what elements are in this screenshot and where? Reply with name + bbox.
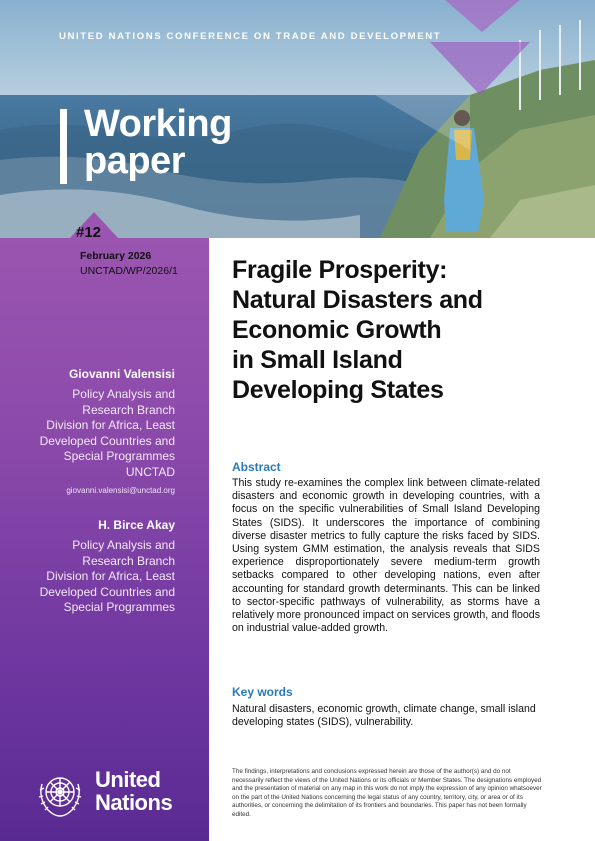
author-affiliation-line: Developed Countries and <box>39 584 175 599</box>
series-accent-bar <box>60 109 67 184</box>
author-affiliation-line: Division for Africa, Least <box>46 569 175 583</box>
document-code: UNCTAD/WP/2026/1 <box>80 265 178 277</box>
author-block <box>40 518 175 616</box>
author-affiliation-line: Policy Analysis and <box>72 538 175 552</box>
un-wordmark-line1: United <box>95 767 161 792</box>
author-affiliation-line: Developed Countries and <box>39 433 175 448</box>
author-email[interactable]: giovanni.valensisi@unctad.org <box>66 486 175 495</box>
series-title-line1: Working <box>84 103 232 145</box>
title-line: Natural Disasters and <box>232 286 483 314</box>
title-line: Economic Growth <box>232 316 442 344</box>
paper-number: #12 <box>76 224 102 241</box>
un-wordmark <box>95 768 172 814</box>
series-title <box>84 103 232 182</box>
publication-date: February 2026 <box>80 250 152 262</box>
keywords-heading: Key words <box>232 685 293 699</box>
un-wordmark-line2: Nations <box>95 790 173 815</box>
author-affiliation-line: Division for Africa, Least <box>46 418 175 432</box>
author-affiliation-line: UNCTAD <box>125 464 175 479</box>
author-name: Giovanni Valensisi <box>68 367 175 381</box>
author-block <box>40 367 175 495</box>
author-affiliation-line: Policy Analysis and <box>72 387 175 401</box>
keywords-text: Natural disasters, economic growth, climate change, small island developing states (SIDS), vulnerability. <box>232 703 536 729</box>
abstract-heading: Abstract <box>232 460 281 474</box>
title-line: Developing States <box>232 376 444 404</box>
abstract-text: This study re-examines the complex link between climate-related disasters and economic growth in developing countries, with a focus on the specific vulnerabilities of Small Island Developing States (SIDS). It underscores the importance of combining diverse disaster metrics to fully capture the risks faced by SIDS. Using system GMM estimation, the analysis reveals that SIDS experience disproportionately severe medium-term growth setbacks compared to other developing nations, even after accounting for standard growth determinants. This can be linked to sector-specific pathways of vulnerability, as storms have a relatively more pronounced impact on services growth, and floods on industrial value-added growth. <box>232 477 540 635</box>
paper-title <box>232 255 572 405</box>
author-affiliation-line: Research Branch <box>82 553 175 568</box>
disclaimer-text: The findings, interpretations and conclusions expressed herein are those of the author(s) and do not necessarily reflect the views of the United Nations or its officials or Member States. The designations employed and the presentation of material on any map in this work do not imply the expression of any opinion whatsoever on the part of the United Nations concerning the legal status of any country, territory, city, or area or of its authorities, or concerning the delimitation of its frontiers and boundaries. This paper has not been formally edited. <box>232 768 542 818</box>
author-affiliation-line: Special Programmes <box>63 600 175 614</box>
organization-name: UNITED NATIONS CONFERENCE ON TRADE AND DEVELOPMENT <box>59 31 442 42</box>
author-affiliation-line: Special Programmes <box>63 449 175 463</box>
author-name: H. Birce Akay <box>98 518 175 532</box>
un-emblem-icon <box>34 770 86 822</box>
author-affiliation-line: Research Branch <box>82 402 175 417</box>
title-line: Fragile Prosperity: <box>232 256 448 284</box>
title-line: in Small Island <box>232 346 403 374</box>
series-title-line2: paper <box>84 140 185 182</box>
